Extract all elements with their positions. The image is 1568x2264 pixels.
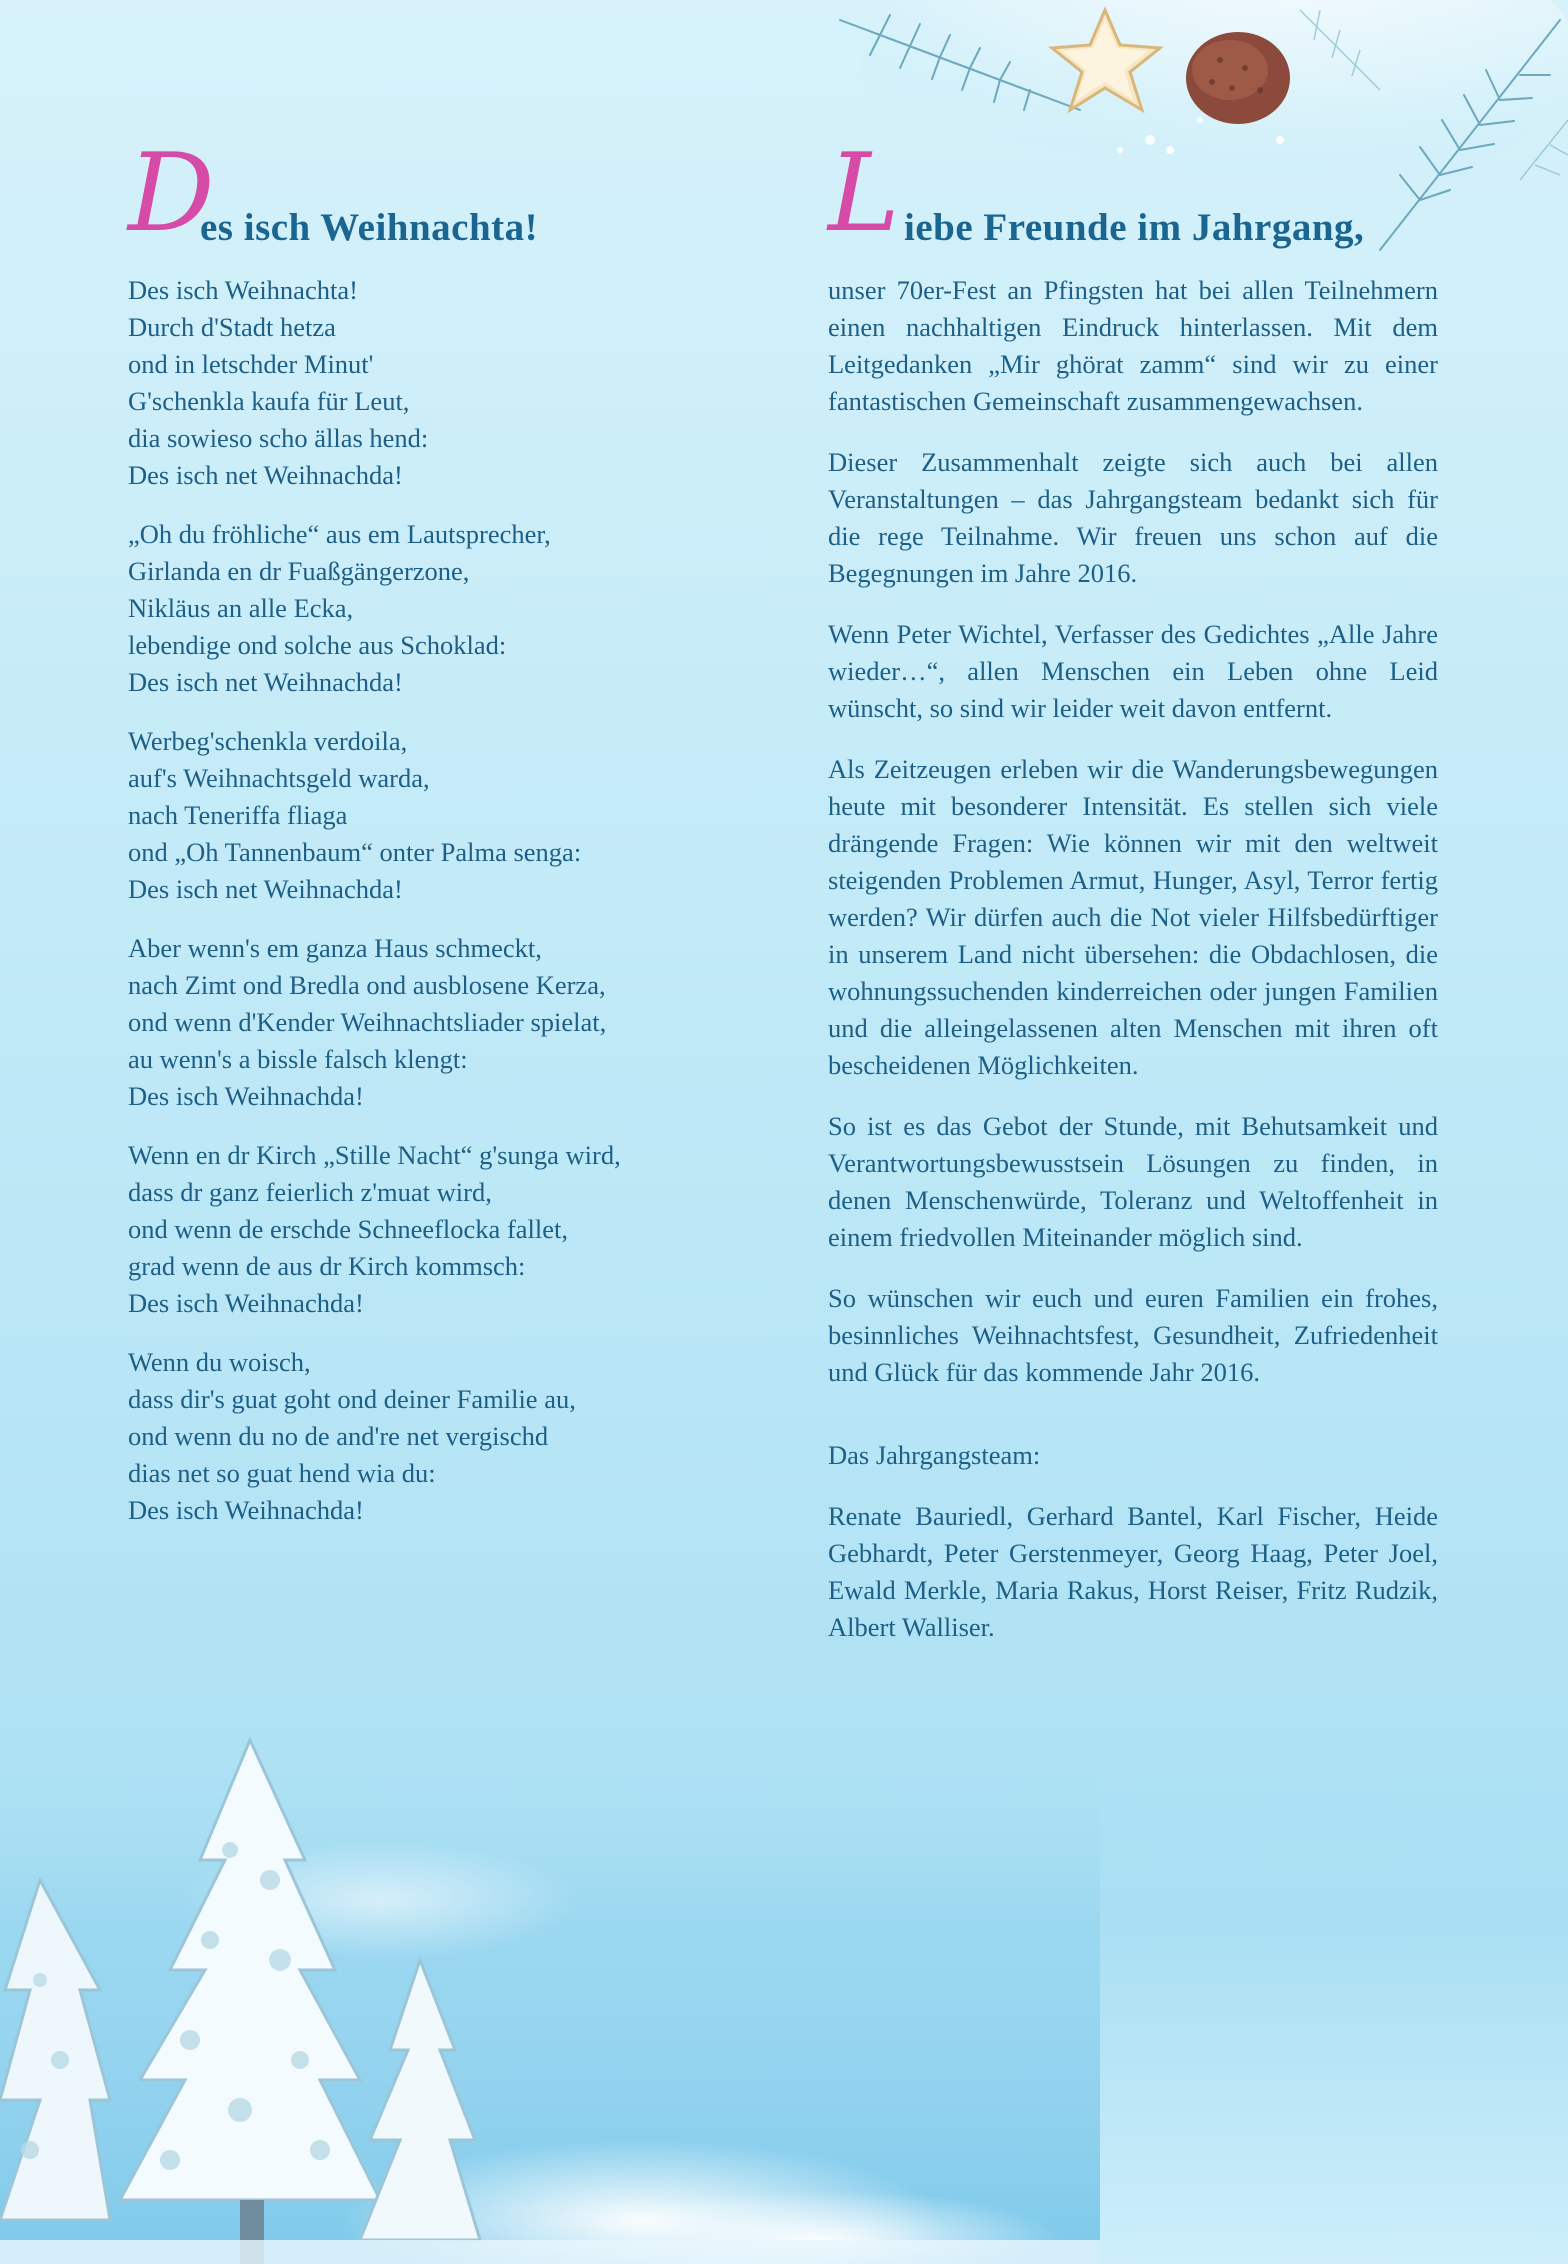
poem-stanza [128, 516, 728, 701]
letter-paragraph: unser 70er-Fest an Pfingsten hat bei allen Teilnehmern einen nachhaltigen Eindruck hinterlassen. Mit dem Leitgedanken „Mir ghörat zamm“ sind wir zu einer fantastischen Gemeinschaft zusammengewachsen. [828, 275, 1438, 416]
poem-line: Des isch Weihnachda! [128, 1288, 364, 1318]
poem-line: Durch d'Stadt hetza [128, 312, 336, 342]
poem-title [128, 131, 728, 256]
poem-line: Werbeg'schenkla verdoila, [128, 726, 408, 756]
team-members: Renate Bauriedl, Gerhard Bantel, Karl Fischer, Heide Gebhardt, Peter Gerstenmeyer, Georg Haag, Peter Joel, Ewald Merkle, Maria Rakus, Horst Reiser, Fritz Rudzik, Albert Walliser. [828, 1501, 1438, 1642]
poem-line: ond wenn du no de and're net vergischd [128, 1421, 549, 1451]
poem-line: Girlanda en dr Fuaßgängerzone, [128, 556, 470, 586]
poem-line: ond wenn de erschde Schneeflocka fallet, [128, 1214, 569, 1244]
poem-line: Wenn du woisch, [128, 1347, 311, 1377]
poem-line: Des isch Weihnachta! [128, 275, 358, 305]
letter-title-text: iebe Freunde im Jahrgang, [904, 206, 1365, 249]
poem-line: auf's Weihnachtsgeld warda, [128, 763, 430, 793]
poem-stanza [128, 930, 728, 1115]
poem-line: G'schenkla kaufa für Leut, [128, 386, 410, 416]
poem-line: Nikläus an alle Ecka, [128, 593, 354, 623]
poem-line: dias net so guat hend wia du: [128, 1458, 436, 1488]
letter-paragraph: Wenn Peter Wichtel, Verfasser des Gedichtes „Alle Jahre wieder…“, allen Menschen ein Leben ohne Leid wünscht, so sind wir leider weit davon entfernt. [828, 619, 1438, 723]
poem-line: „Oh du fröhliche“ aus em Lautsprecher, [128, 519, 551, 549]
poem-line: dass dr ganz feierlich z'muat wird, [128, 1177, 492, 1207]
poem-line: nach Teneriffa fliaga [128, 800, 348, 830]
poem-line: grad wenn de aus dr Kirch kommsch: [128, 1251, 526, 1281]
team-label: Das Jahrgangsteam: [828, 1440, 1041, 1470]
letter-title [828, 131, 1438, 256]
poem-line: nach Zimt ond Bredla ond ausblosene Kerza, [128, 970, 606, 1000]
letter-body [828, 272, 1438, 1646]
poem-line: dia sowieso scho ällas hend: [128, 423, 429, 453]
letter-paragraph: So ist es das Gebot der Stunde, mit Behutsamkeit und Verantwortungsbewusstsein Lösungen zu finden, in denen Menschenwürde, Toleranz und Weltoffenheit in einem friedvollen Miteinander möglich sind. [828, 1111, 1438, 1252]
poem-line: Des isch Weihnachda! [128, 1081, 364, 1111]
poem-stanza [128, 1137, 728, 1322]
poem-stanza [128, 272, 728, 494]
letter-column [828, 131, 1438, 1646]
poem-line: dass dir's guat goht ond deiner Familie au, [128, 1384, 576, 1414]
snowy-trees-decoration [0, 1700, 1100, 2264]
poem-line: ond in letschder Minut' [128, 349, 374, 379]
poem-line: ond „Oh Tannenbaum“ onter Palma senga: [128, 837, 582, 867]
letter-paragraph: Als Zeitzeugen erleben wir die Wanderungsbewegungen heute mit besonderer Intensität. Es stellen sich viele drängende Fragen: Wie können wir mit den weltweit steigenden Problemen Armut, Hunger, Asyl, Terror fertig werden? Wir dürfen auch die Not vieler Hilfsbedürftiger in unserem Land nicht übersehen: die Obdachlosen, die wohnungssuchenden kinderreichen oder jungen Familien und die alleingelassenen alten Menschen mit ihren oft bescheidenen Möglichkeiten. [828, 754, 1438, 1080]
poem-line: lebendige ond solche aus Schoklad: [128, 630, 507, 660]
poem-line: Des isch net Weihnachda! [128, 460, 403, 490]
poem-line: Aber wenn's em ganza Haus schmeckt, [128, 933, 542, 963]
letter-title-initial: L [828, 131, 900, 256]
poem-stanza [128, 723, 728, 908]
letter-paragraph: So wünschen wir euch und euren Familien ein frohes, besinnliches Weihnachtsfest, Gesundheit, Zufriedenheit und Glück für das kommende Jahr 2016. [828, 1283, 1438, 1387]
poem-line: Wenn en dr Kirch „Stille Nacht“ g'sunga wird, [128, 1140, 621, 1170]
poem-title-initial: D [128, 131, 215, 256]
poem-column [128, 131, 728, 1551]
poem-line: Des isch net Weihnachda! [128, 667, 403, 697]
poem-line: ond wenn d'Kender Weihnachtsliader spielat, [128, 1007, 607, 1037]
poem-stanza [128, 1344, 728, 1529]
poem-body [128, 272, 728, 1529]
poem-line: Des isch Weihnachda! [128, 1495, 364, 1525]
letter-paragraph: Dieser Zusammenhalt zeigte sich auch bei allen Veranstaltungen – das Jahrgangsteam bedankt sich für die rege Teilnahme. Wir freuen uns schon auf die Begegnungen im Jahre 2016. [828, 447, 1438, 588]
poem-line: au wenn's a bissle falsch klengt: [128, 1044, 468, 1074]
poem-title-text: es isch Weihnachta! [200, 206, 539, 249]
poem-line: Des isch net Weihnachda! [128, 874, 403, 904]
